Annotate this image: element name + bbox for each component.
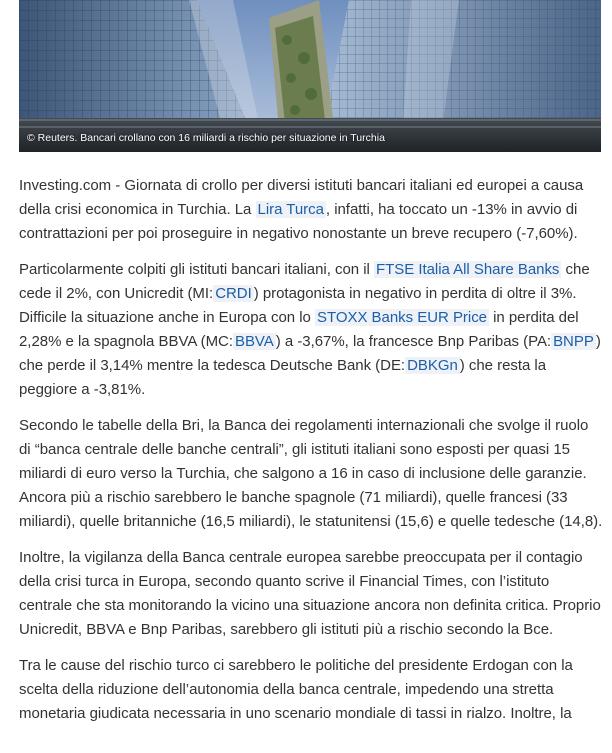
paragraph-text: , infatti, ha toccato un -13% in avvio di contrattazioni per poi proseguire in negativo nonostante un breve recupero (-7,60%). <box>19 201 578 242</box>
paragraph-text: Secondo le tabelle della Bri, la Banca dei regolamenti internazionali che svolge il ruolo di “banca centrale delle banche centrali”, gli istituti italiani sono esposti per quasi 15 miliardi di euro verso la Turchia, che salgono a 16 in caso di inclusione delle garanzie. Ancora più a rischio sarebbero le banche spagnole (71 miliardi), quelle francesi (33 miliardi), quelle britanniche (16,5 miliardi), le statunitensi (15,6) e quelle tedesche (14,8). <box>19 417 603 530</box>
paragraph-text: Investing.com - Giornata di crollo per diversi istituti bancari italiani ed europei a causa della crisi economica in Turchia. La <box>19 177 584 218</box>
instrument-link[interactable]: STOXX Banks EUR Price <box>317 309 487 326</box>
paragraph-text: ) che perde il 3,14% mentre la tedesca Deutsche Bank (DE: <box>19 333 601 374</box>
paragraph-text: che cede il 2%, con Unicredit (MI: <box>19 261 590 302</box>
skyscraper-photo <box>19 0 601 152</box>
article-paragraph <box>19 414 604 534</box>
article-hero-image <box>19 0 601 152</box>
instrument-link[interactable]: CRDI <box>215 285 252 302</box>
instrument-link[interactable]: FTSE Italia All Share Banks <box>375 261 560 278</box>
paragraph-text: in perdita del 2,28% e la spagnola BBVA (MC: <box>19 309 579 350</box>
instrument-link[interactable]: DBKGn <box>407 357 458 374</box>
instrument-link[interactable]: Lira Turca <box>257 201 324 218</box>
article-paragraph <box>19 258 604 402</box>
paragraph-text: Tra le cause del rischio turco ci sarebbero le politiche del presidente Erdogan con la scelta della riduzione dell’autonomia della banca centrale, impedendo una stretta monetaria giudicata necessaria in uno scenario mondiale di tassi in rialzo. Inoltre, la <box>19 657 573 722</box>
article-paragraph <box>19 654 604 726</box>
image-caption: © Reuters. Bancari crollano con 16 miliardi a rischio per situazione in Turchia <box>27 132 385 144</box>
article-paragraph <box>19 174 604 246</box>
instrument-link[interactable]: BBVA <box>234 333 274 350</box>
paragraph-text: ) a -3,67%, la francesce Bnp Paribas (PA: <box>275 333 552 350</box>
paragraph-text: Inoltre, la vigilanza della Banca centrale europea sarebbe preoccupata per il contagio della crisi turca in Europa, secondo quanto scrive il Financial Times, con l’istituto centrale che sta monitorando la vicino una situazione ancora non definita critica. Proprio Unicredit, BBVA e Bnp Paribas, sarebbero gli istituti più a rischio secondo la Bce. <box>19 549 601 638</box>
article-paragraph <box>19 546 604 642</box>
paragraph-text: ) che resta la peggiore a -3,81%. <box>19 357 547 398</box>
article-body <box>19 174 604 738</box>
paragraph-text: Particolarmente colpiti gli istituti bancari italiani, con il <box>19 261 374 278</box>
paragraph-text: ) protagonista in negativo in perdita di oltre il 3%. Difficile la situazione anche in Europa con lo <box>19 285 577 326</box>
instrument-link[interactable]: BNPP <box>553 333 594 350</box>
